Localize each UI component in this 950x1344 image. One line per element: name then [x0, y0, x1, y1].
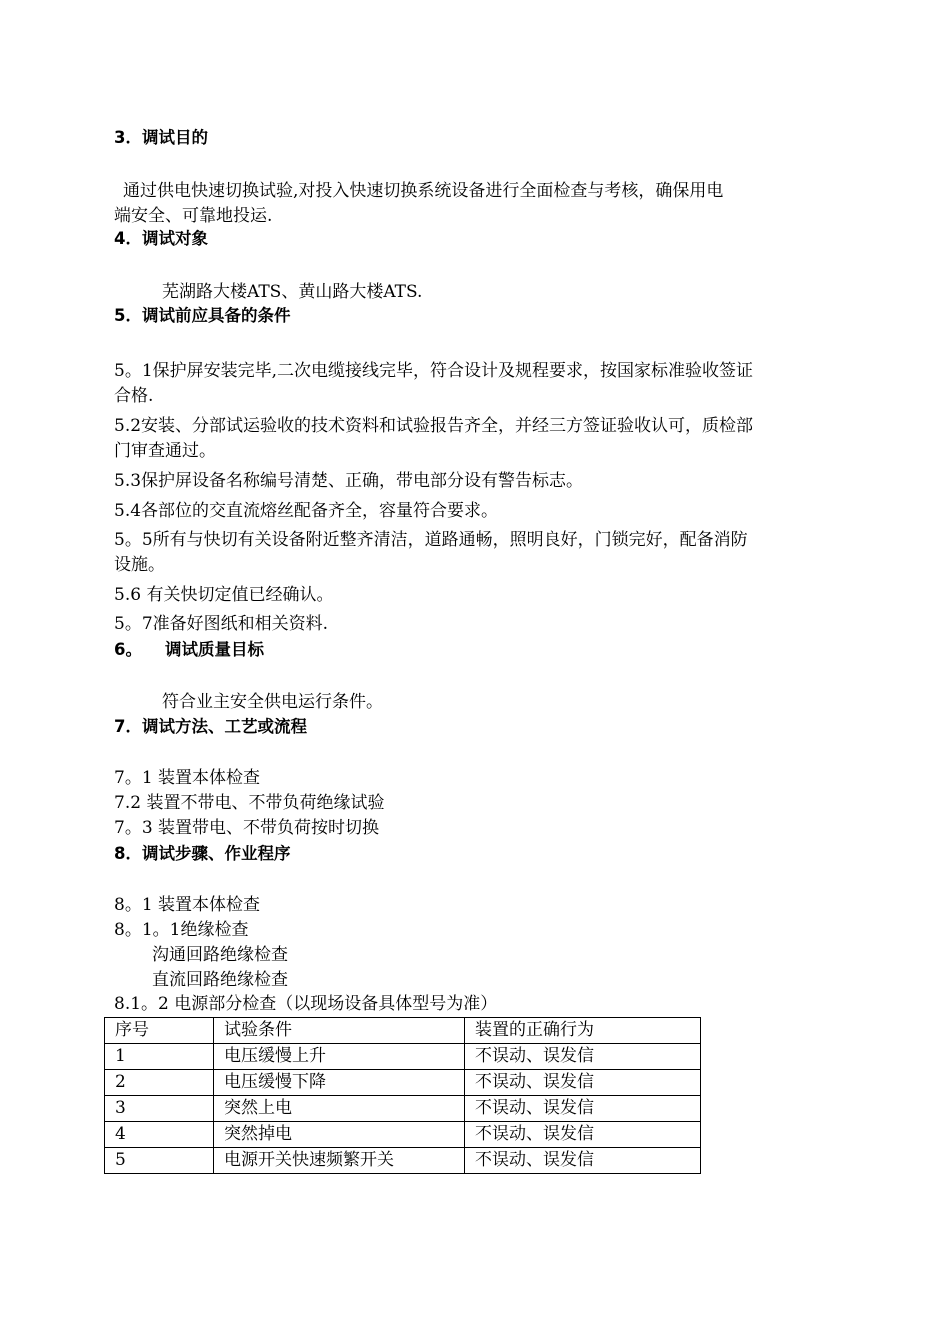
- table-cell: 电压缓慢下降: [214, 1070, 465, 1096]
- section-6-heading: 6。 调试质量目标: [114, 640, 264, 659]
- section-3-heading: 3．调试目的: [114, 128, 208, 147]
- section-5-heading: 5．调试前应具备的条件: [114, 306, 291, 325]
- section-7-heading: 7．调试方法、工艺或流程: [114, 717, 307, 736]
- section-5-item: 门审查通过。: [114, 441, 216, 461]
- section-8-item-3: 8.1。2 电源部分检查（以现场设备具体型号为准）: [114, 994, 498, 1014]
- table-cell: 电压缓慢上升: [214, 1044, 465, 1070]
- section-8-item-2: 8。1。1绝缘检查: [114, 920, 249, 940]
- section-4-heading: 4．调试对象: [114, 229, 208, 248]
- section-5-item: 5。1保护屏安装完毕,二次电缆接线完毕，符合设计及规程要求，按国家标准验收签证: [114, 361, 754, 381]
- power-check-table: [104, 1017, 701, 1174]
- section-5-item: 5.3保护屏设备名称编号清楚、正确，带电部分设有警告标志。: [114, 471, 584, 491]
- section-5-item: 设施。: [114, 555, 165, 575]
- section-3-paragraph-line-1: 通过供电快速切换试验,对投入快速切换系统设备进行全面检查与考核，确保用电: [123, 181, 724, 201]
- table-cell: 不误动、误发信: [465, 1070, 701, 1096]
- section-3-paragraph-line-2: 端安全、可靠地投运.: [114, 206, 273, 226]
- section-5-item: 5.6 有关快切定值已经确认。: [114, 585, 334, 605]
- table-row: [105, 1044, 701, 1070]
- section-7-item: 7。3 装置带电、不带负荷按时切换: [114, 818, 380, 838]
- table-row: [105, 1096, 701, 1122]
- section-5-item: 5。7准备好图纸和相关资料.: [114, 614, 329, 634]
- section-5-item: 5.2安装、分部试运验收的技术资料和试验报告齐全，并经三方签证验收认可，质检部: [114, 416, 754, 436]
- table-header-cell: 装置的正确行为: [465, 1018, 701, 1044]
- table-cell: 2: [105, 1070, 214, 1096]
- table-cell: 突然掉电: [214, 1122, 465, 1148]
- section-5-item: 合格.: [114, 386, 154, 406]
- section-5-item: 5。5所有与快切有关设备附近整齐清洁，道路通畅，照明良好，门锁完好，配备消防: [114, 530, 748, 550]
- table-cell: 4: [105, 1122, 214, 1148]
- table-cell: 突然上电: [214, 1096, 465, 1122]
- table-cell: 3: [105, 1096, 214, 1122]
- section-8-subitem-2: 直流回路绝缘检查: [152, 970, 288, 990]
- section-8-subitem-1: 沟通回路绝缘检查: [152, 945, 288, 965]
- section-8-item-1: 8。1 装置本体检查: [114, 895, 261, 915]
- section-7-item: 7。1 装置本体检查: [114, 768, 261, 788]
- table-cell: 5: [105, 1148, 214, 1174]
- table-header-cell: 序号: [105, 1018, 214, 1044]
- table-row: [105, 1148, 701, 1174]
- section-5-item: 5.4各部位的交直流熔丝配备齐全，容量符合要求。: [114, 501, 499, 521]
- section-8-heading: 8．调试步骤、作业程序: [114, 844, 291, 863]
- table-cell: 电源开关快速频繁开关: [214, 1148, 465, 1174]
- table-header-row: [105, 1018, 701, 1044]
- table-cell: 不误动、误发信: [465, 1148, 701, 1174]
- table-cell: 不误动、误发信: [465, 1096, 701, 1122]
- table-row: [105, 1122, 701, 1148]
- table-cell: 不误动、误发信: [465, 1044, 701, 1070]
- table-header-cell: 试验条件: [214, 1018, 465, 1044]
- table-cell: 不误动、误发信: [465, 1122, 701, 1148]
- section-4-paragraph: 芜湖路大楼ATS、黄山路大楼ATS.: [162, 282, 423, 302]
- section-6-paragraph: 符合业主安全供电运行条件。: [162, 692, 383, 712]
- table-cell: 1: [105, 1044, 214, 1070]
- section-7-item: 7.2 装置不带电、不带负荷绝缘试验: [114, 793, 385, 813]
- table-row: [105, 1070, 701, 1096]
